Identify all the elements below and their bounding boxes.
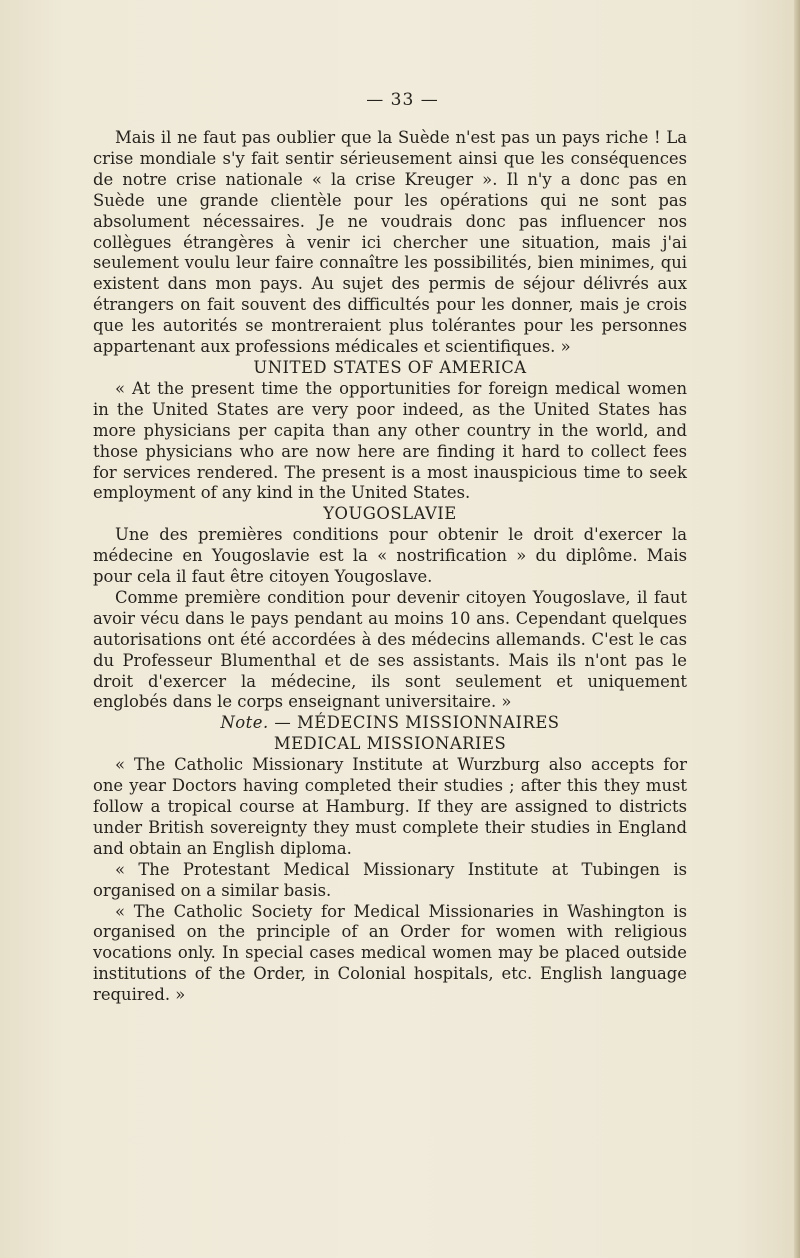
page-edge [794, 0, 800, 1258]
heading-note-en: MEDICAL MISSIONARIES [273, 734, 507, 754]
note-heading-fr: — MÉDECINS MISSIONNAIRES [268, 713, 560, 733]
paragraph-note-2: « The Protestant Medical Missionary Institute at Tubingen is organised on a similar basis. [93, 859, 687, 900]
heading-usa: UNITED STATES OF AMERICA [253, 357, 527, 377]
paragraph-usa: « At the present time the opportunities for foreign medical women in the United States are very poor indeed, as the United States has more physicians per capita than any other country in the world, and those physicians who are now here are finding it hard to collect fees for services rendered. The present is a most inauspicious time to seek employment of any kind in the United States. [93, 378, 687, 503]
heading-yougoslavie: YOUGOSLAVIE [323, 504, 457, 524]
paragraph-yougoslavie-2: Comme première condition pour devenir citoyen Yougoslave, il faut avoir vécu dans le pays pendant au moins 10 ans. Cependant quelques autorisations ont été accordées à des médecins allemands. C'est le cas du Professeur Blumenthal et de ses assistants. Mais ils n'ont pas le droit d'exercer la médecine, ils sont seulement et uniquement englobés dans le corps enseignant universitaire. » [93, 587, 687, 712]
paragraph-note-3: « The Catholic Society for Medical Missionaries in Washington is organised on the principle of an Order for women with religious vocations only. In special cases medical women may be placed outside institutions of the Order, in Colonial hospitals, etc. English language required. » [93, 901, 687, 1005]
note-label: Note. [220, 713, 269, 733]
page-content [93, 128, 687, 1006]
paragraph-sweden: Mais il ne faut pas oublier que la Suède n'est pas un pays riche ! La crise mondiale s'y fait sentir sérieusement ainsi que les conséquences de notre crise nationale « la crise Kreuger ». Il n'y a donc pas en Suède une grande clientèle pour les opérations qui ne sont pas absolument nécessaires. Je ne voudrais donc pas influencer nos collègues étrangères à venir ici chercher une situation, mais j'ai seulement voulu leur faire connaître les possibilités, bien minimes, qui existent dans mon pays. Au sujet des permis de séjour délivrés aux étrangers on fait souvent des difficultés pour les donner, mais je crois que les autorités se montreraient plus tolérantes pour les personnes appartenant aux professions médicales et scientifiques. » [93, 128, 687, 357]
page-number: — 33 — [366, 90, 439, 110]
heading-note-fr [93, 713, 687, 734]
paragraph-yougoslavie-1: Une des premières conditions pour obtenir le droit d'exercer la médecine en Yougoslavie est la « nostrification » du diplôme. Mais pour cela il faut être citoyen Yougoslave. [93, 525, 687, 587]
paragraph-note-1: « The Catholic Missionary Institute at Wurzburg also accepts for one year Doctors having completed their studies ; after this they must follow a tropical course at Hamburg. If they are assigned to districts under British sovereignty they must complete their studies in England and obtain an English diploma. [93, 755, 687, 858]
